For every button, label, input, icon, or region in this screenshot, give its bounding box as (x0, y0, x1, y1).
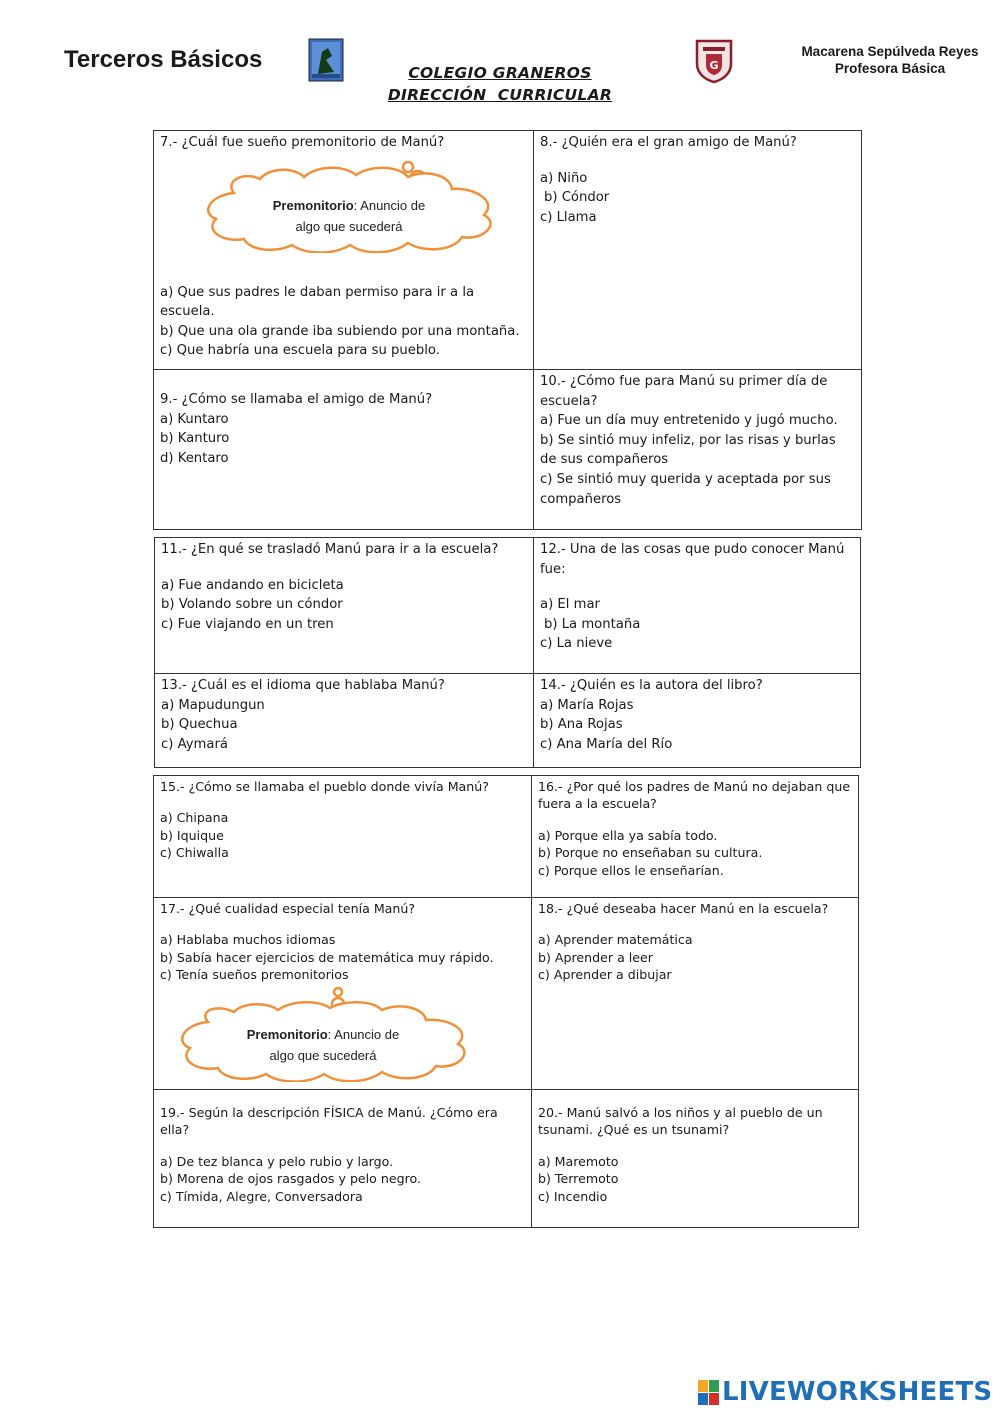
question-11-cell (155, 538, 534, 674)
questions-table-1 (153, 130, 862, 530)
teacher-info (790, 43, 990, 77)
question-11-option-b[interactable]: b) Volando sobre un cóndor (161, 597, 343, 613)
question-12-option-b[interactable]: b) La montaña (544, 616, 641, 632)
question-16-option-b[interactable]: b) Porque no enseñaban su cultura. (538, 845, 763, 861)
question-20-option-b[interactable]: b) Terremoto (538, 1171, 619, 1187)
teacher-role: Profesora Básica (834, 61, 946, 76)
question-17-text: 17.- ¿Qué cualidad especial tenía Manú? (160, 901, 416, 916)
liveworksheets-brand[interactable]: LIVEWORKSHEETS (722, 1377, 993, 1407)
question-12-option-c[interactable]: c) La nieve (540, 636, 613, 652)
question-7-option-a[interactable]: a) Que sus padres le daban permiso para ir a la escuela. (160, 284, 475, 320)
question-11-text: 11.- ¿En qué se trasladó Manú para ir a la escuela? (161, 542, 499, 557)
definition-text (244, 195, 454, 237)
question-13-cell (155, 674, 534, 768)
question-16-option-a[interactable]: a) Porque ella ya sabía todo. (538, 827, 718, 843)
question-19-text: 19.- Según la descripción FÍSICA de Manú. ¿Cómo era ella? (160, 1105, 498, 1138)
question-20-text: 20.- Manú salvó a los niños y al pueblo de un tsunami. ¿Qué es un tsunami? (538, 1105, 823, 1138)
question-17-option-c[interactable]: c) Tenía sueños premonitorios (160, 967, 349, 983)
question-15-text: 15.- ¿Cómo se llamaba el pueblo donde vivía Manú? (160, 779, 489, 794)
question-8-option-a[interactable]: a) Niño (540, 170, 588, 186)
question-14-option-a[interactable]: a) María Rojas (540, 697, 634, 713)
question-17-option-a[interactable]: a) Hablaba muchos idiomas (160, 932, 336, 948)
questions-table-3 (153, 775, 859, 1228)
question-11-option-a[interactable]: a) Fue andando en bicicleta (161, 577, 344, 593)
definition-part1-2: : Anuncio de (327, 1026, 400, 1042)
school-crest-right-icon (694, 38, 734, 84)
question-20-option-c[interactable]: c) Incendio (538, 1188, 608, 1204)
question-8-text: 8.- ¿Quién era el gran amigo de Manú? (540, 135, 797, 150)
question-17-cell (154, 898, 532, 1090)
question-15-cell (154, 776, 532, 898)
definition-term-2: Premonitorio (246, 1026, 328, 1042)
question-13-text: 13.- ¿Cuál es el idioma que hablaba Manú? (161, 678, 445, 693)
definition-cloud-2 (168, 986, 488, 1082)
question-18-text: 18.- ¿Qué deseaba hacer Manú en la escuela? (538, 901, 829, 916)
question-10-option-c[interactable]: c) Se sintió muy querida y aceptada por sus compañeros (540, 471, 831, 507)
question-15-option-c[interactable]: c) Chiwalla (160, 845, 229, 861)
question-19-option-a[interactable]: a) De tez blanca y pelo rubio y largo. (160, 1153, 394, 1169)
school-crest-left-icon (308, 38, 344, 82)
question-10-option-b[interactable]: b) Se sintió muy infeliz, por las risas y burlas de sus compañeros (540, 432, 836, 468)
definition-term: Premonitorio (272, 197, 354, 213)
question-18-cell (532, 898, 859, 1090)
department-name: DIRECCIÓN CURRICULAR (387, 86, 613, 104)
question-16-cell (532, 776, 859, 898)
school-heading (350, 62, 650, 106)
question-13-option-b[interactable]: b) Quechua (161, 717, 238, 733)
question-9-option-a[interactable]: a) Kuntaro (160, 411, 229, 427)
question-12-text: 12.- Una de las cosas que pudo conocer Manú fue: (540, 542, 845, 577)
question-9-cell (154, 370, 534, 530)
question-7-text: 7.- ¿Cuál fue sueño premonitorio de Manú? (160, 135, 445, 150)
question-14-cell (534, 674, 861, 768)
question-9-option-b[interactable]: b) Kanturo (160, 431, 230, 447)
question-8-option-b[interactable]: b) Cóndor (544, 190, 610, 206)
question-19-cell (154, 1090, 532, 1228)
question-20-option-a[interactable]: a) Maremoto (538, 1153, 619, 1169)
svg-text:G: G (709, 59, 719, 72)
question-18-option-c[interactable]: c) Aprender a dibujar (538, 967, 672, 983)
definition-cloud (194, 157, 514, 253)
question-10-cell (534, 370, 862, 530)
teacher-name: Macarena Sepúlveda Reyes (801, 44, 979, 59)
question-9-option-d[interactable]: d) Kentaro (160, 450, 229, 466)
question-16-text: 16.- ¿Por qué los padres de Manú no dejaban que fuera a la escuela? (538, 779, 851, 812)
question-19-option-c[interactable]: c) Tímida, Alegre, Conversadora (160, 1188, 363, 1204)
question-20-cell (532, 1090, 859, 1228)
question-13-option-a[interactable]: a) Mapudungun (161, 697, 265, 713)
question-16-option-c[interactable]: c) Porque ellos le enseñarían. (538, 862, 724, 878)
question-12-option-a[interactable]: a) El mar (540, 597, 600, 613)
question-15-option-b[interactable]: b) Iquique (160, 827, 224, 843)
question-7-option-b[interactable]: b) Que una ola grande iba subiendo por una montaña. (160, 323, 520, 339)
question-7-option-c[interactable]: c) Que habría una escuela para su pueblo. (160, 343, 440, 359)
liveworksheets-logo-icon (698, 1380, 720, 1406)
question-14-option-b[interactable]: b) Ana Rojas (540, 717, 623, 733)
definition-part1: : Anuncio de (353, 197, 426, 213)
school-name: COLEGIO GRANEROS (408, 64, 592, 82)
question-9-text: 9.- ¿Cómo se llamaba el amigo de Manú? (160, 392, 433, 407)
question-10-text: 10.- ¿Cómo fue para Manú su primer día de escuela? (540, 374, 828, 409)
question-19-option-b[interactable]: b) Morena de ojos rasgados y pelo negro. (160, 1171, 422, 1187)
questions-table-2 (154, 537, 861, 768)
question-14-option-c[interactable]: c) Ana María del Río (540, 736, 673, 752)
question-10-option-a[interactable]: a) Fue un día muy entretenido y jugó mucho. (540, 413, 838, 429)
definition-part2: algo que sucederá (295, 218, 403, 234)
definition-text-2 (218, 1024, 428, 1066)
question-18-option-a[interactable]: a) Aprender matemática (538, 932, 693, 948)
question-7-cell (154, 131, 534, 370)
question-12-cell (534, 538, 861, 674)
question-17-option-b[interactable]: b) Sabía hacer ejercicios de matemática muy rápido. (160, 949, 494, 965)
question-11-option-c[interactable]: c) Fue viajando en un tren (161, 616, 334, 632)
question-13-option-c[interactable]: c) Aymará (161, 736, 228, 752)
question-8-cell (534, 131, 862, 370)
definition-part2-2: algo que sucederá (269, 1047, 377, 1063)
question-18-option-b[interactable]: b) Aprender a leer (538, 949, 653, 965)
question-15-option-a[interactable]: a) Chipana (160, 810, 229, 826)
question-8-option-c[interactable]: c) Llama (540, 209, 597, 225)
grade-title: Terceros Básicos (64, 46, 263, 73)
question-14-text: 14.- ¿Quién es la autora del libro? (540, 678, 763, 693)
